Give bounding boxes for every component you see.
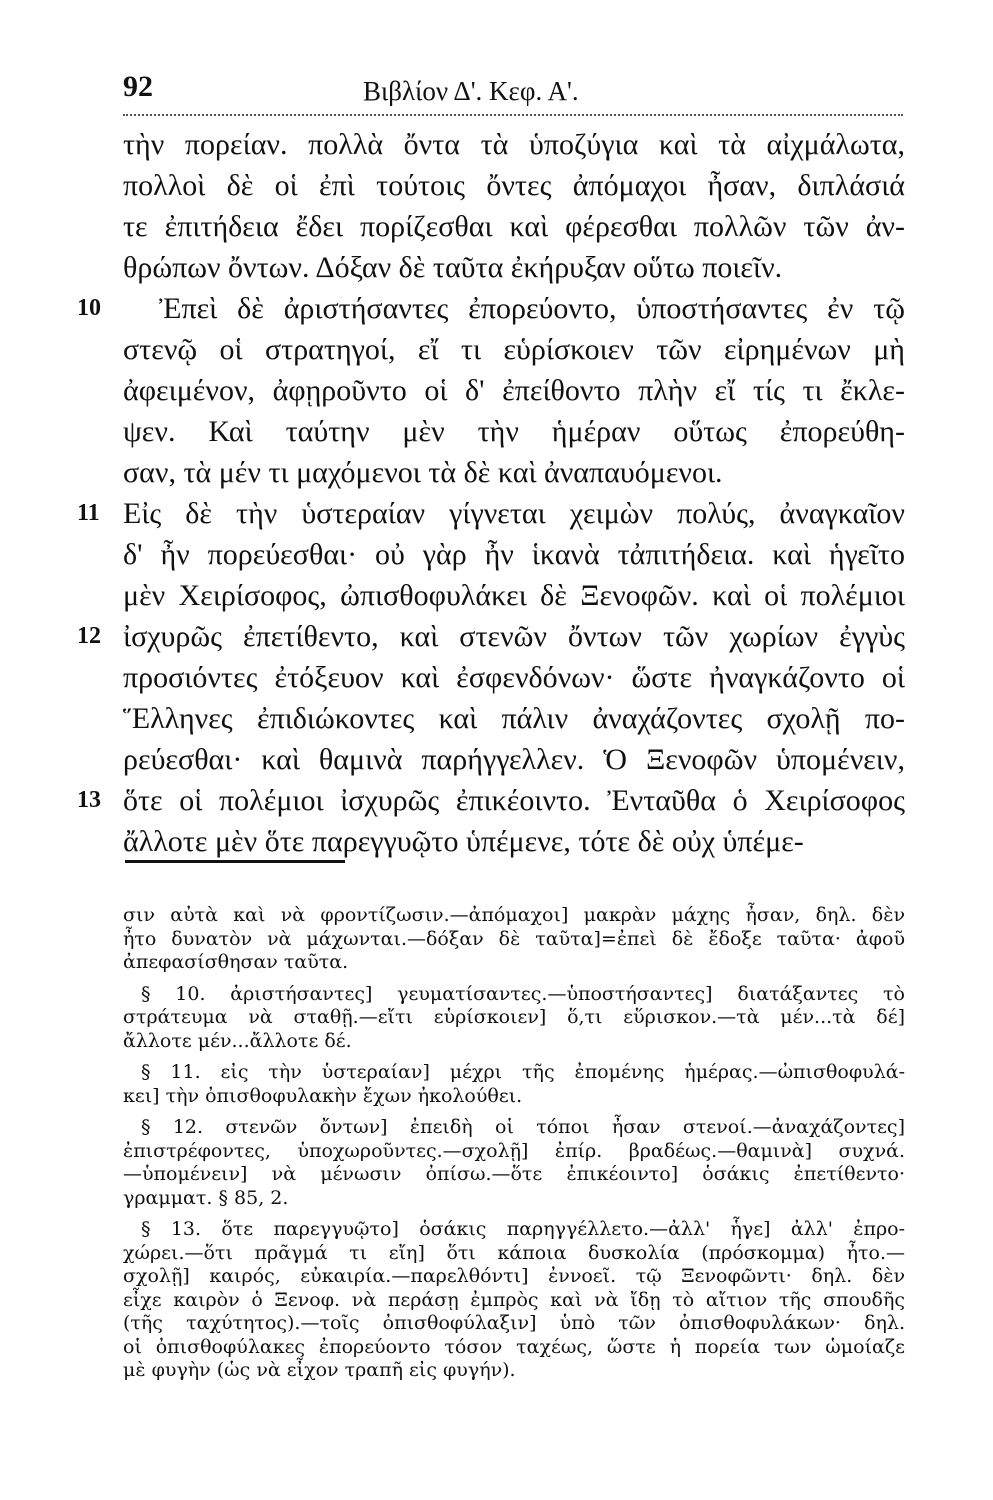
text-line xyxy=(123,821,905,862)
text-line-content: δ' ἦν πορεύεσθαι· οὐ γὰρ ἦν ἱκανὰ τἀπιτήδεια. καὶ ἡγεῖτο xyxy=(123,538,905,571)
footnote-rule xyxy=(125,860,345,863)
text-line xyxy=(123,739,905,780)
text-line-content: προσιόντες ἐτόξευον καὶ ἐσφενδόνων· ὥστε ἠναγκάζοντο οἱ xyxy=(123,661,905,694)
footnote-line: χώρει.—ὅτι πρᾶγμά τι εἴη] ὅτι κάποια δυσκολία (πρόσκομμα) ἦτο.— xyxy=(123,1241,905,1264)
footnote-gap xyxy=(123,1053,905,1061)
text-line xyxy=(123,657,905,698)
section-number: 10 xyxy=(77,295,101,321)
text-line xyxy=(123,206,905,247)
text-line-content: τὴν πορείαν. πολλὰ ὄντα τὰ ὑποζύγια καὶ τὰ αἰχμάλωτα, xyxy=(123,128,905,161)
text-line xyxy=(123,247,905,288)
section-number: 13 xyxy=(77,787,101,813)
text-line-content: ὅτε οἱ πολέμιοι ἰσχυρῶς ἐπικέοιντο. Ἐνταῦθα ὁ Χειρίσοφος xyxy=(123,784,905,817)
footnotes xyxy=(123,904,905,1383)
footnote-line: ἐπιστρέφοντες, ὑποχωροῦντες.—σχολῇ] ἐπίρ. βραδέως.—θαμινὰ] συχνά. xyxy=(123,1139,905,1162)
text-line xyxy=(77,288,905,329)
footnote-line: στράτευμα νὰ σταθῇ.—εἴτι εὑρίσκοιεν] ὅ,τι εὕρισκον.—τὰ μέν...τὰ δέ] xyxy=(123,1006,905,1028)
text-line xyxy=(123,124,905,165)
footnote-line: § 10. ἀριστήσαντες] γευματίσαντες.—ὑποστήσαντες] διατάξαντες τὸ xyxy=(141,982,905,1005)
text-line-content: θρώπων ὄντων. Δόξαν δὲ ταῦτα ἐκήρυξαν οὕτω ποιεῖν. xyxy=(123,251,783,284)
footnote-line: σιν αὐτὰ καὶ νὰ φροντίζωσιν.—ἀπόμαχοι] μακρὰν μάχης ἦσαν, δηλ. δὲν xyxy=(123,904,905,926)
footnote-line: ἦτο δυνατὸν νὰ μάχωνται.—δόξαν δὲ ταῦτα]=ἐπεὶ δὲ ἔδοξε ταῦτα· ἀφοῦ xyxy=(123,927,905,950)
footnote-line: —ὑπομένειν] νὰ μένωσιν ὀπίσω.—ὅτε ἐπικέοιντο] ὁσάκις ἐπετίθεντο· xyxy=(123,1163,905,1185)
footnote-line: § 12. στενῶν ὄντων] ἐπειδὴ οἱ τόποι ἦσαν στενοί.—ἀναχάζοντες] xyxy=(141,1116,905,1138)
footnote-line: ἄλλοτε μέν...ἄλλοτε δέ. xyxy=(123,1029,352,1052)
text-line-content: Ἕλληνες ἐπιδιώκοντες καὶ πάλιν ἀναχάζοντες σχολῇ πο- xyxy=(123,702,905,735)
text-line-content: ἄλλοτε μὲν ὅτε παρεγγυῷτο ὑπέμενε, τότε δὲ οὐχ ὑπέμε- xyxy=(123,825,804,858)
footnote-line: § 13. ὅτε παρεγγυῷτο] ὁσάκις παρηγγέλλετο.—ἀλλ' ἧγε] ἀλλ' ἐπρο- xyxy=(141,1218,905,1240)
footnote-line: § 11. εἰς τὴν ὑστεραίαν] μέχρι τῆς ἐπομένης ἡμέρας.—ὠπισθοφυλά- xyxy=(141,1061,905,1083)
running-head: Βιβλίον Δ'. Κεφ. Α'. xyxy=(363,76,579,106)
text-line xyxy=(123,411,905,452)
text-line xyxy=(123,329,905,370)
footnote-line: (τῆς ταχύτητος).—τοῖς ὀπισθοφύλαξιν] ὑπὸ τῶν ὀπισθοφυλάκων· δηλ. xyxy=(123,1312,905,1334)
text-line-content: τε ἐπιτήδεια ἔδει πορίζεσθαι καὶ φέρεσθαι πολλῶν τῶν ἀν- xyxy=(123,210,905,243)
footnote-gap xyxy=(123,1108,905,1116)
text-line xyxy=(77,616,905,657)
text-line-content: πολλοὶ δὲ οἱ ἐπὶ τούτοις ὄντες ἀπόμαχοι ἦσαν, διπλάσιά xyxy=(123,169,905,202)
text-line-content: ρεύεσθαι· καὶ θαμινὰ παρήγγελλεν. Ὁ Ξενοφῶν ὑπομένειν, xyxy=(123,743,905,776)
text-line xyxy=(123,370,905,411)
footnote-gap xyxy=(123,1210,905,1218)
text-line-content: Εἰς δὲ τὴν ὑστεραίαν γίγνεται χειμὼν πολύς, ἀναγκαῖον xyxy=(123,497,905,530)
footnote-line: οἱ ὀπισθοφύλακες ἐπορεύοντο τόσον ταχέως, ὥστε ἡ πορεία των ὡμοίαζε xyxy=(123,1335,905,1358)
text-line xyxy=(77,780,905,821)
main-text xyxy=(77,124,905,862)
text-line-content: ἰσχυρῶς ἐπετίθεντο, καὶ στενῶν ὄντων τῶν χωρίων ἐγγὺς xyxy=(123,620,905,653)
text-line xyxy=(123,452,905,493)
text-line-content: ψεν. Καὶ ταύτην μὲν τὴν ἡμέραν οὕτως ἐπορεύθη- xyxy=(123,415,905,448)
page-header xyxy=(123,70,903,114)
text-line-content: σαν, τὰ μέν τι μαχόμενοι τὰ δὲ καὶ ἀναπαυόμενοι. xyxy=(123,456,723,489)
text-line xyxy=(123,534,905,575)
footnote-line: ἀπεφασίσθησαν ταῦτα. xyxy=(123,951,349,973)
footnote-line: κει] τὴν ὀπισθοφυλακὴν ἔχων ἠκολούθει. xyxy=(123,1084,523,1107)
text-line xyxy=(123,165,905,206)
footnote-line: μὲ φυγὴν (ὡς νὰ εἶχον τραπῆ εἰς φυγήν). xyxy=(123,1359,516,1381)
text-line xyxy=(123,698,905,739)
section-number: 11 xyxy=(77,500,100,526)
text-line xyxy=(77,493,905,534)
footnote-line: γραμματ. § 85, 2. xyxy=(123,1186,289,1209)
footnote-line: εἶχε καιρὸν ὁ Ξενοφ. νὰ περάσῃ ἐμπρὸς καὶ νὰ ἴδῃ τὸ αἴτιον τῆς σπουδῆς xyxy=(123,1288,905,1311)
text-line-content: Ἐπεὶ δὲ ἀριστήσαντες ἐπορεύοντο, ὑποστήσαντες ἐν τῷ xyxy=(159,292,905,325)
footnote-gap xyxy=(123,975,905,983)
page-number: 92 xyxy=(123,70,153,103)
text-line-content: ἀφειμένον, ἀφῃροῦντο οἱ δ' ἐπείθοντο πλὴν εἴ τίς τι ἔκλε- xyxy=(123,374,905,407)
footnote-line: σχολῇ] καιρός, εὐκαιρία.—παρελθόντι] ἐννοεῖ. τῷ Ξενοφῶντι· δηλ. δὲν xyxy=(123,1265,905,1287)
text-line xyxy=(123,575,905,616)
section-number: 12 xyxy=(77,623,101,649)
header-rule xyxy=(123,114,903,116)
text-line-content: στενῷ οἱ στρατηγοί, εἴ τι εὑρίσκοιεν τῶν εἰρημένων μὴ xyxy=(123,333,905,366)
text-line-content: μὲν Χειρίσοφος, ὠπισθοφυλάκει δὲ Ξενοφῶν. καὶ οἱ πολέμιοι xyxy=(123,579,905,612)
